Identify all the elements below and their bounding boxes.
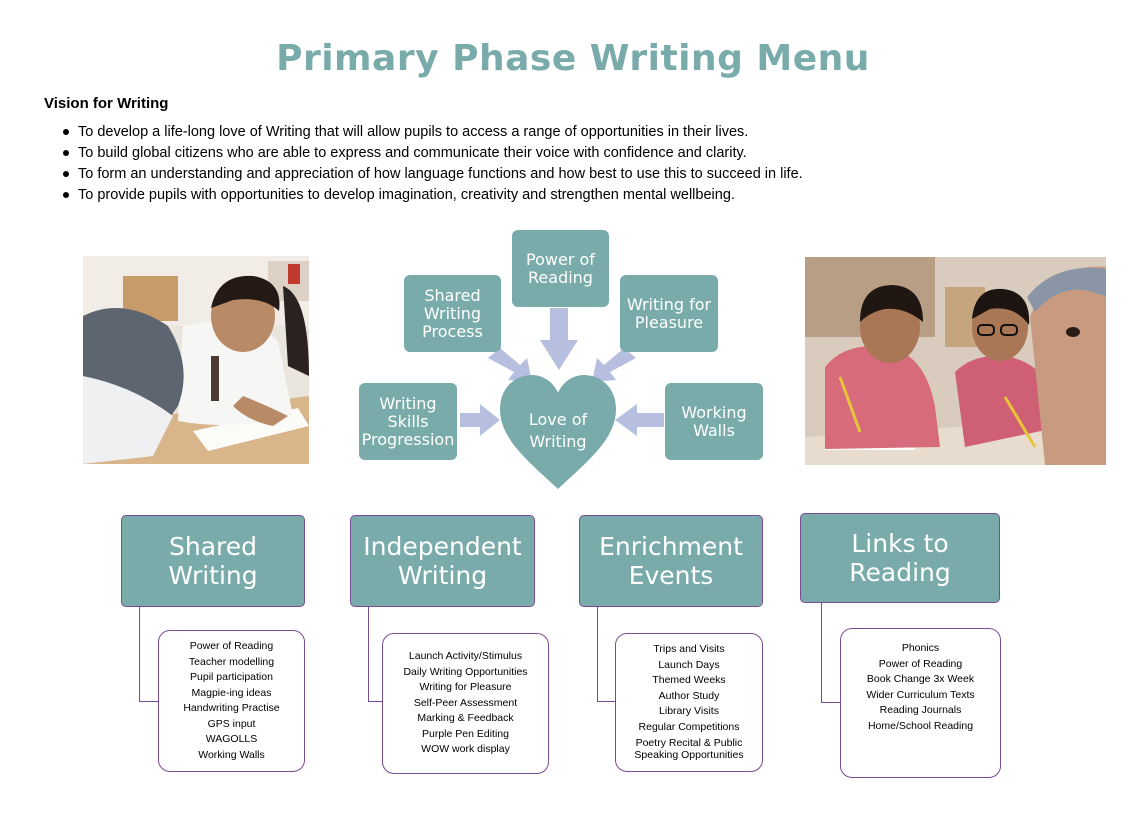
list-item: Book Change 3x Week	[866, 673, 975, 685]
independent-writing-list	[382, 633, 549, 774]
arrow-right-icon	[460, 404, 500, 436]
node-power-of-reading: Power of Reading	[512, 230, 609, 307]
list-item: Regular Competitions	[638, 720, 740, 733]
list-item: Launch Days	[658, 658, 720, 671]
list-item: Handwriting Practise	[183, 702, 280, 714]
connector-line	[597, 607, 616, 702]
list-item: Poetry Recital & Public	[635, 737, 743, 749]
list-item: Working Walls	[198, 748, 265, 761]
vision-item: To build global citizens who are able to express and communicate their voice with confidence and clarity.	[60, 143, 803, 164]
vision-item: To develop a life-long love of Writing that will allow pupils to access a range of opportunities in their lives.	[60, 122, 803, 143]
category-shared-writing: Shared Writing	[121, 515, 305, 607]
list-item: Daily Writing Opportunities	[403, 665, 528, 678]
list-item: Self-Peer Assessment	[413, 696, 518, 709]
list-item: Speaking Opportunities	[634, 749, 744, 761]
list-item: GPS input	[207, 717, 256, 730]
page-title: Primary Phase Writing Menu	[276, 38, 870, 79]
category-independent-writing: Independent Writing	[350, 515, 535, 607]
vision-heading: Vision for Writing	[44, 95, 169, 112]
node-shared-writing-process: Shared Writing Process	[404, 275, 501, 352]
enrichment-events-list	[615, 633, 763, 772]
shared-writing-list	[158, 630, 305, 772]
list-item: WOW work display	[421, 743, 510, 755]
list-item: Trips and Visits	[653, 643, 725, 655]
list-item: Library Visits	[659, 705, 719, 717]
list-item: Wider Curriculum Texts	[866, 688, 975, 701]
list-item: Magpie-ing ideas	[191, 686, 272, 699]
arrow-left-icon	[615, 404, 664, 436]
node-working-walls: Working Walls	[665, 383, 763, 460]
list-item: Power of Reading	[189, 640, 274, 652]
connector-line	[821, 603, 842, 703]
list-item: Pupil participation	[190, 671, 273, 683]
vision-item: To form an understanding and appreciation of how language functions and how best to use this to succeed in life.	[60, 164, 803, 185]
arrow-down-icon	[540, 308, 578, 370]
list-item: Writing for Pleasure	[419, 681, 512, 693]
node-writing-for-pleasure: Writing for Pleasure	[620, 275, 718, 352]
list-item: Reading Journals	[879, 704, 962, 716]
connector-line	[139, 607, 160, 702]
category-enrichment-events: Enrichment Events	[579, 515, 763, 607]
category-links-to-reading: Links to Reading	[800, 513, 1000, 603]
list-item: Themed Weeks	[652, 674, 726, 686]
list-item: Power of Reading	[878, 657, 963, 670]
node-writing-skills-progression: Writing Skills Progression	[359, 383, 457, 460]
list-item: Home/School Reading	[867, 719, 974, 732]
vision-item: To provide pupils with opportunities to develop imagination, creativity and strengthen mental wellbeing.	[60, 185, 803, 206]
list-item: Launch Activity/Stimulus	[408, 650, 523, 662]
list-item: Author Study	[658, 689, 720, 702]
links-to-reading-list	[840, 628, 1001, 778]
list-item: Marking & Feedback	[417, 712, 514, 724]
list-item: Teacher modelling	[188, 655, 275, 668]
connector-line	[368, 607, 383, 702]
list-item: Phonics	[901, 642, 940, 654]
love-of-writing-label: Love of Writing	[528, 410, 588, 451]
list-item: Purple Pen Editing	[422, 727, 509, 740]
list-item: WAGOLLS	[205, 733, 258, 745]
